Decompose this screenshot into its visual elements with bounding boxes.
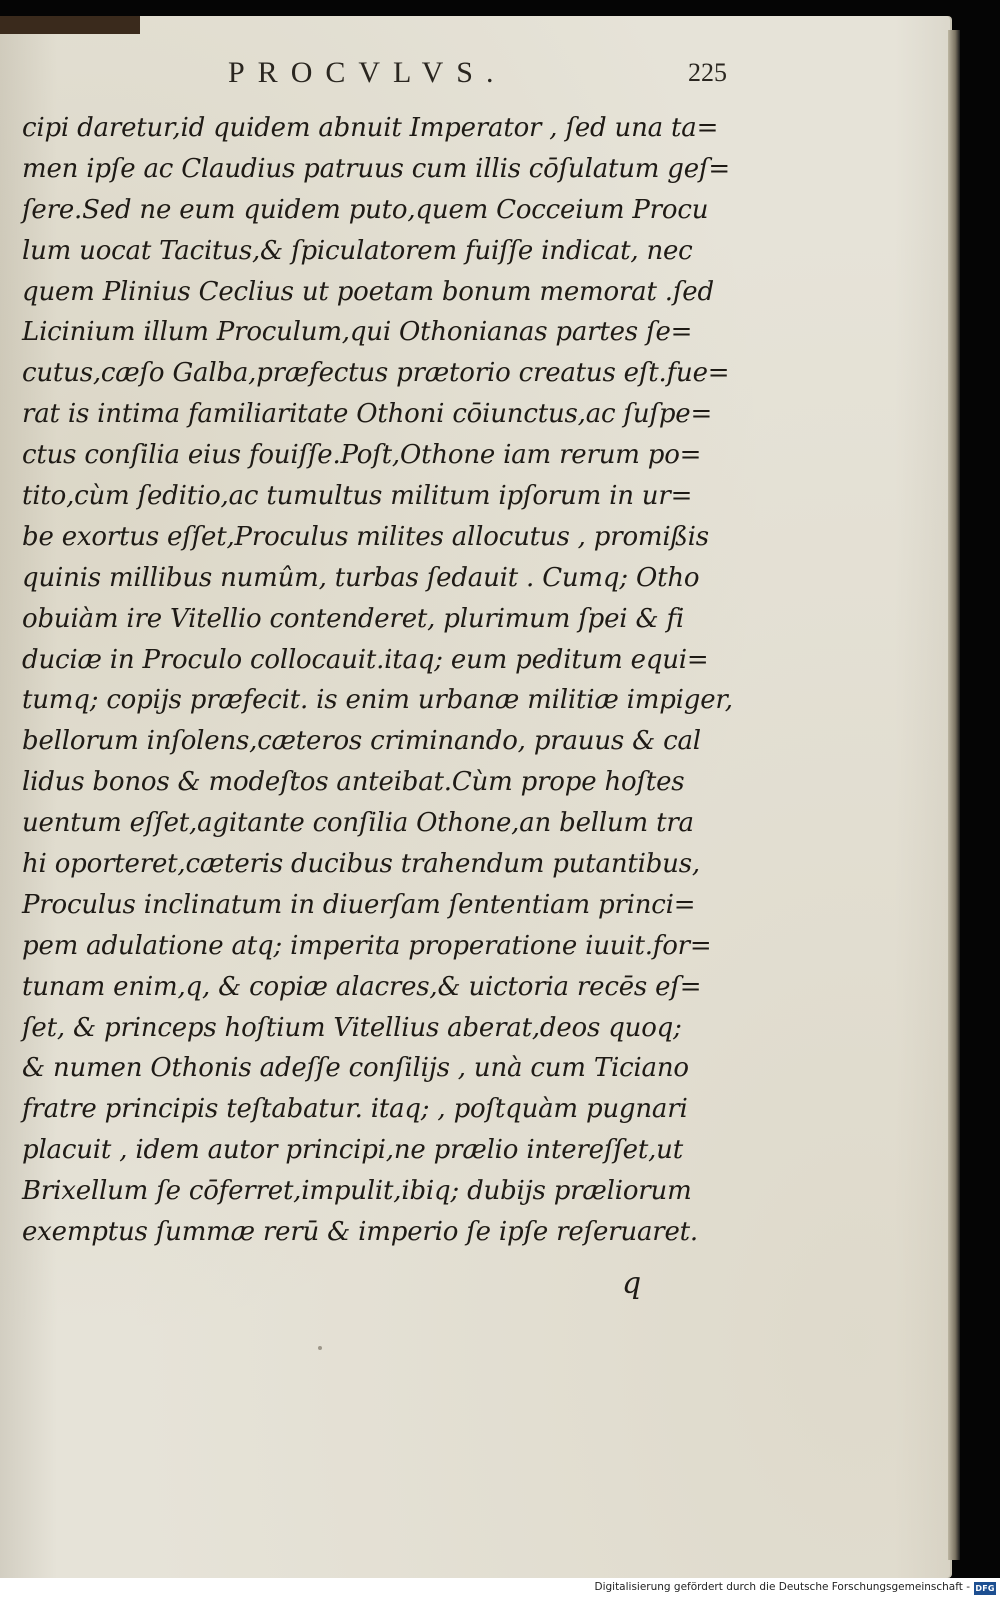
funding-credit: Digitalisierung gefördert durch die Deutsche Forschungsgemeinschaft - [594, 1581, 970, 1593]
text-line: Brixellum ſe cōferret,impulit,ibiq; dubijs præliorum [22, 1176, 692, 1207]
text-line: cutus,cæſo Galba,præfectus prætorio creatus eſt.fue= [22, 358, 730, 389]
text-line: be exortus eſſet,Proculus milites allocutus , promißis [22, 521, 709, 552]
text-line: tunam enim,q, & copiæ alacres,& uictoria recēs eſ= [22, 971, 702, 1002]
text-line: fratre principis teſtabatur. itaq; , poſtquàm pugnari [22, 1094, 688, 1125]
text-line: Licinium illum Proculum,qui Othonianas partes ſe= [22, 317, 693, 348]
text-line: men ipſe ac Claudius patruus cum illis cōſulatum geſ= [22, 153, 730, 184]
text-line: & numen Othonis adeſſe conſilijs , unà cum Ticiano [22, 1053, 689, 1084]
dfg-logo: DFG [975, 1584, 995, 1593]
page-header [0, 50, 952, 100]
page-number: 225 [688, 58, 727, 87]
text-line: Proculus inclinatum in diuerſam ſententiam princi= [22, 889, 696, 920]
text-line: lum uocat Tacitus,& ſpiculatorem fuiſſe indicat, nec [22, 235, 693, 266]
text-line: rat is intima familiaritate Othoni cōiunctus,ac ſuſpe= [22, 399, 713, 430]
text-line: duciæ in Proculo collocauit.itaq; eum peditum equi= [22, 644, 709, 675]
paper-speck [318, 1346, 322, 1350]
text-line: bellorum inſolens,cæteros criminando, prauus & cal [22, 726, 701, 757]
page-edge-shadow [948, 30, 960, 1560]
body-text [22, 108, 762, 1253]
text-line: ſet, & princeps hoſtium Vitellius aberat,deos quoq; [22, 1012, 682, 1043]
text-line: hi oporteret,cæteris ducibus trahendum putantibus, [22, 849, 700, 880]
footer-bar [0, 1578, 1000, 1600]
text-line: ctus conſilia eius fouiſſe.Poſt,Othone iam rerum po= [22, 440, 702, 471]
text-line: tito,cùm ſeditio,ac tumultus militum ipſorum in ur= [22, 481, 693, 512]
text-line: lidus bonos & modeſtos anteibat.Cùm prope hoſtes [22, 767, 685, 798]
text-line: placuit , idem autor principi,ne prælio intereſſet,ut [22, 1135, 683, 1166]
text-line: exemptus ſummæ rerū & imperio ſe ipſe reſeruaret. [22, 1217, 698, 1248]
text-line: uentum eſſet,agitante conſilia Othone,an bellum tra [22, 808, 694, 839]
text-line: ſere.Sed ne eum quidem puto,quem Cocceium Procu [22, 194, 709, 225]
book-page [0, 16, 952, 1578]
text-line: quinis millibus numûm, turbas ſedauit . Cumq; Otho [22, 562, 700, 593]
binding-edge [0, 16, 140, 34]
text-line: quem Plinius Ceclius ut poetam bonum memorat .ſed [22, 276, 714, 307]
text-line: pem adulatione atq; imperita properatione iuuit.for= [22, 930, 712, 961]
running-head: PROCVLVS. [228, 56, 507, 89]
text-line: tumq; copijs præfecit. is enim urbanæ militiæ impiger, [22, 685, 733, 716]
text-line: obuiàm ire Vitellio contenderet, plurimum ſpei & fi [22, 603, 685, 634]
signature-mark: q [622, 1266, 642, 1301]
text-line: cipi daretur,id quidem abnuit Imperator , ſed una ta= [22, 113, 719, 143]
